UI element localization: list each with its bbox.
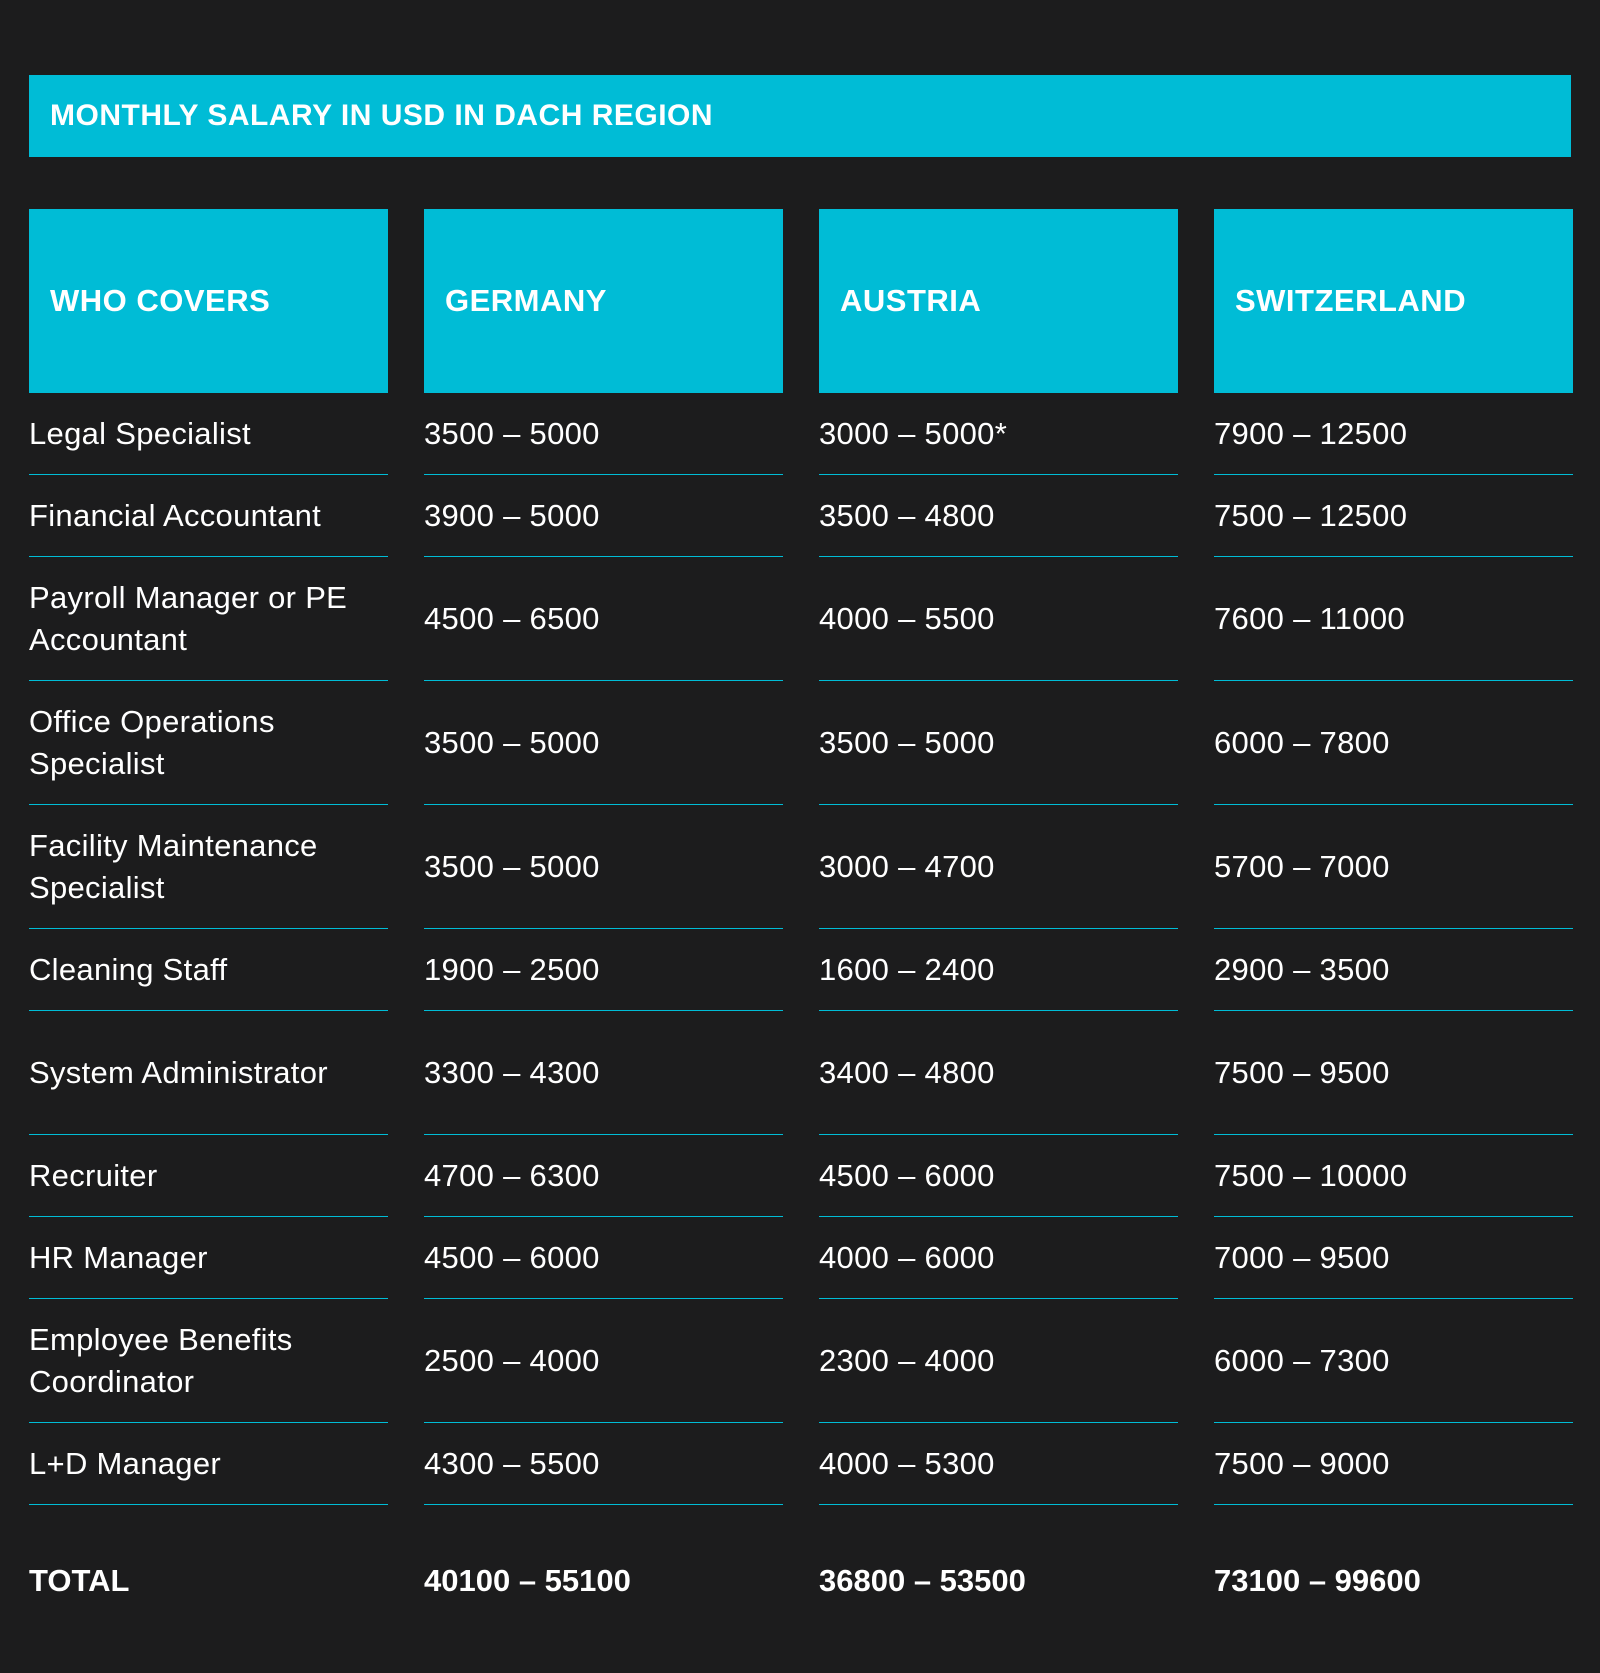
table-cell-austria: 1600 – 2400 [819, 929, 1178, 1011]
table-row-role: Legal Specialist [29, 393, 388, 475]
table-cell-switzerland: 7900 – 12500 [1214, 393, 1573, 475]
table-cell-austria: 4000 – 5300 [819, 1423, 1178, 1505]
table-cell-switzerland: 7500 – 9000 [1214, 1423, 1573, 1505]
table-cell-austria: 3000 – 5000* [819, 393, 1178, 475]
table-cell-germany: 4500 – 6000 [424, 1217, 783, 1299]
table-cell-austria: 3000 – 4700 [819, 805, 1178, 929]
table-cell-switzerland: 6000 – 7800 [1214, 681, 1573, 805]
table-cell-switzerland: 7600 – 11000 [1214, 557, 1573, 681]
table-cell-switzerland: 7500 – 9500 [1214, 1011, 1573, 1135]
salary-table [29, 209, 1571, 1651]
table-row-role: Employee Benefits Coordinator [29, 1299, 388, 1423]
table-cell-austria: 3500 – 4800 [819, 475, 1178, 557]
column-header-switzerland: SWITZERLAND [1214, 209, 1573, 393]
table-cell-germany: 4700 – 6300 [424, 1135, 783, 1217]
table-cell-germany: 4500 – 6500 [424, 557, 783, 681]
total-austria: 36800 – 53500 [819, 1563, 1026, 1598]
table-cell-germany: 3500 – 5000 [424, 393, 783, 475]
table-row-role: Financial Accountant [29, 475, 388, 557]
table-cell-austria: 3500 – 5000 [819, 681, 1178, 805]
table-cell-germany: 1900 – 2500 [424, 929, 783, 1011]
table-cell-germany: 3300 – 4300 [424, 1011, 783, 1135]
table-cell-germany: 3500 – 5000 [424, 805, 783, 929]
table-cell-switzerland: 7500 – 10000 [1214, 1135, 1573, 1217]
column-header-germany: GERMANY [424, 209, 783, 393]
table-row-role: Payroll Manager or PE Accountant [29, 557, 388, 681]
table-cell-austria: 4500 – 6000 [819, 1135, 1178, 1217]
table-cell-germany: 3900 – 5000 [424, 475, 783, 557]
table-cell-switzerland: 7000 – 9500 [1214, 1217, 1573, 1299]
total-switzerland: 73100 – 99600 [1214, 1563, 1421, 1598]
table-cell-austria: 3400 – 4800 [819, 1011, 1178, 1135]
table-cell-austria: 2300 – 4000 [819, 1299, 1178, 1423]
table-cell-switzerland: 5700 – 7000 [1214, 805, 1573, 929]
page-title: MONTHLY SALARY IN USD IN DACH REGION [50, 99, 714, 132]
table-cell-germany: 2500 – 4000 [424, 1299, 783, 1423]
table-row-role: L+D Manager [29, 1423, 388, 1505]
total-label: TOTAL [29, 1563, 130, 1598]
table-row-role: Recruiter [29, 1135, 388, 1217]
table-cell-switzerland: 7500 – 12500 [1214, 475, 1573, 557]
column-header-austria: AUSTRIA [819, 209, 1178, 393]
total-germany: 40100 – 55100 [424, 1563, 631, 1598]
table-row-role: System Administrator [29, 1011, 388, 1135]
table-row-role: Cleaning Staff [29, 929, 388, 1011]
table-row-role: Facility Maintenance Specialist [29, 805, 388, 929]
table-cell-switzerland: 2900 – 3500 [1214, 929, 1573, 1011]
table-cell-germany: 4300 – 5500 [424, 1423, 783, 1505]
table-cell-germany: 3500 – 5000 [424, 681, 783, 805]
title-banner [29, 75, 1571, 157]
table-row-role: Office Operations Specialist [29, 681, 388, 805]
table-row-role: HR Manager [29, 1217, 388, 1299]
column-header-who-covers: WHO COVERS [29, 209, 388, 393]
table-cell-switzerland: 6000 – 7300 [1214, 1299, 1573, 1423]
table-cell-austria: 4000 – 6000 [819, 1217, 1178, 1299]
table-cell-austria: 4000 – 5500 [819, 557, 1178, 681]
